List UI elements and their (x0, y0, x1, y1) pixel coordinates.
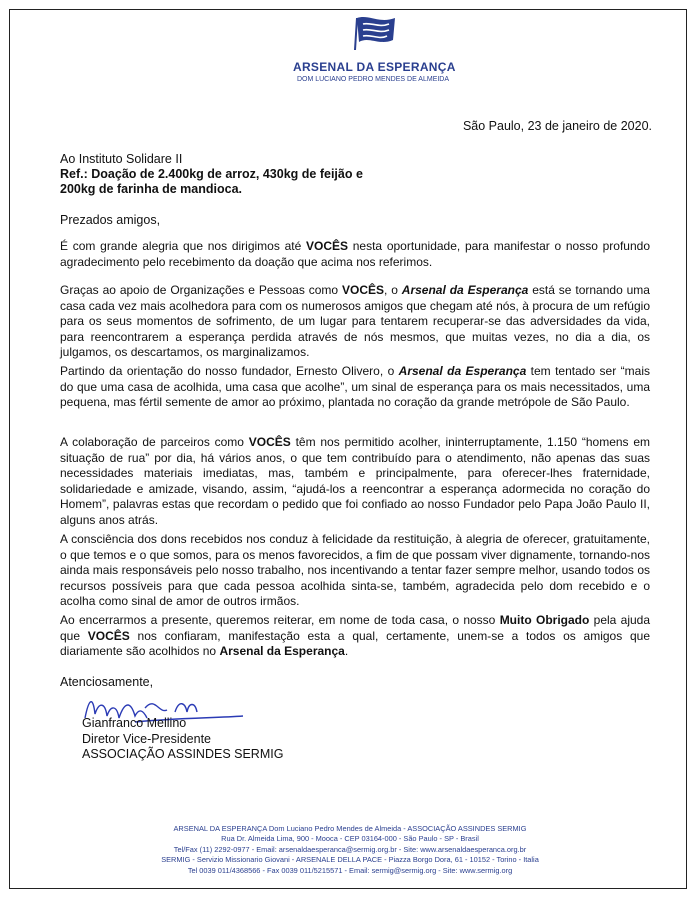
p6-text: Ao encerrarmos a presente, queremos reiterar, em nome de toda casa, o nosso (60, 613, 500, 627)
flag-logo-icon (343, 14, 403, 54)
p3-text: Partindo da orientação do nosso fundador, Ernesto Olivero, o (60, 364, 399, 378)
reference-line-2: 200kg de farinha de mandioca. (60, 182, 243, 196)
p3-emphasis: Arsenal da Esperança (398, 364, 527, 378)
p2-text-2: , o (384, 283, 402, 297)
recipient-block (60, 152, 660, 197)
signer-title: Diretor Vice-Presidente (82, 731, 211, 746)
signer-name: Gianfranco Mellino (82, 716, 187, 730)
paragraph-1 (60, 239, 650, 270)
paragraph-3 (60, 364, 650, 411)
p1-text: É com grande alegria que nos dirigimos até (60, 239, 306, 253)
p6-emphasis: Muito Obrigado (499, 613, 590, 627)
p6-text-3: nos confiaram, manifestação esta a qual, certamente, unem-se a todos os amigos que diariamente são acolhidos no (60, 628, 650, 658)
footer-line-5: Tel 0039 011/4368566 - Fax 0039 011/5215571 - Email: sermig@sermig.org - Site: www.sermig.org (187, 865, 513, 875)
p3-text-2: tem tentado ser “mais do que uma casa de acolhida, uma casa que acolhe”, um sinal de esperança para os mais necessitados, uma pequena, mas fértil semente de amor ao próximo, plantada no coração da grande metrópole de São Paulo. (60, 364, 650, 409)
reference-line (60, 167, 660, 182)
p4-text-2: têm nos permitido acolher, ininterruptamente, 1.150 “homens em situação de rua” por dia, há vários anos, o que tem contribuído para o atendimento, não apenas das suas necessidades materiais imediatas, mas, também e principalmente, para oferecer-lhes fraternidade, solidariedade e amizade, visando, assim, “ajudá-los a reencontrar a esperança adormecida no coração do Homem”, palavras estas que recordam o pedido que foi confiado ao nosso Fundador pelo Papa João Paulo II, alguns anos atrás. (60, 435, 651, 527)
p4-emphasis: VOCÊS (248, 435, 291, 449)
letterhead-footer (110, 824, 590, 876)
footer-line-1: ARSENAL DA ESPERANÇA Dom Luciano Pedro Mendes de Almeida - ASSOCIAÇÃO ASSINDES SERMIG (173, 824, 527, 833)
footer-line-2: Rua Dr. Almeida Lima, 900 - Mooca - CEP 03164-000 - São Paulo - SP - Brasil (221, 834, 479, 844)
footer-line-4: SERMIG - Servizio Missionario Giovani - ARSENALE DELLA PACE - Piazza Borgo Dora, 61 - 10152 - Torino - Italia (161, 855, 539, 865)
p6-text-2: pela ajuda que (60, 613, 651, 643)
p6-emphasis-3: Arsenal da Esperança (219, 644, 345, 658)
salutation: Prezados amigos, (60, 213, 161, 227)
paragraph-6 (60, 613, 650, 660)
p2-emphasis-2: Arsenal da Esperança (401, 283, 529, 297)
signer-org: ASSOCIAÇÃO ASSINDES SERMIG (82, 747, 284, 761)
letterhead-logo (293, 14, 456, 92)
closing: Atenciosamente, (60, 675, 154, 689)
logo-title: ARSENAL DA ESPERANÇA (293, 60, 456, 74)
p6-text-4: . (344, 644, 349, 658)
footer-line-3: Tel/Fax (11) 2292-0977 - Email: arsenaldaesperanca@sermig.org.br - Site: www.arsenaldaesperanca.org.br (173, 844, 527, 854)
paragraph-5: A consciência dos dons recebidos nos conduz à felicidade da restituição, à alegria de oferecer, gratuitamente, o que temos e o que somos, para os menos favorecidos, a fim de que possam viver dignamente, tornando-nos ainda mais responsáveis pelo nosso trabalho, nos incentivando a tentar fazer sempre melhor, usando todos os recursos possíveis para que cada pessoa acolhida sinta-se, também, agradecida pelo dom recebido e o acolha como sinal de amor de outros irmãos. (60, 532, 650, 608)
reference-text-1: Doação de 2.400kg de arroz, 430kg de feijão e (87, 167, 363, 181)
p2-text: Graças ao apoio de Organizações e Pessoas como (60, 283, 342, 297)
p4-text: A colaboração de parceiros como (60, 435, 249, 449)
p1-text-2: nesta oportunidade, para manifestar o nosso profundo agradecimento pelo recebimento da doação que acima nos referimos. (60, 239, 651, 269)
reference-label: Ref.: (60, 167, 88, 181)
recipient-name: Ao Instituto Solidare II (60, 152, 183, 166)
p2-text-3: está se tornando uma casa cada vez mais acolhedora para com os numerosos amigos que chegam até nós, à procura de um refúgio para os seus momentos de sofrimento, de um lugar para tentarem recuperar-se das adversidades da vida, para reencontrarem a esperança perdida através de nós mesmos, que muitas vezes, no dia a dia, os julgamos, os descartamos, os marginalizamos. (60, 283, 650, 359)
signer-block (82, 716, 283, 763)
letter-date: São Paulo, 23 de janeiro de 2020. (462, 119, 652, 133)
paragraph-4 (60, 435, 650, 528)
p1-emphasis: VOCÊS (306, 239, 349, 253)
p2-emphasis: VOCÊS (341, 283, 384, 297)
paragraph-2 (60, 283, 650, 361)
p6-emphasis-2: VOCÊS (87, 628, 130, 643)
logo-subtitle: DOM LUCIANO PEDRO MENDES DE ALMEIDA (296, 76, 450, 83)
